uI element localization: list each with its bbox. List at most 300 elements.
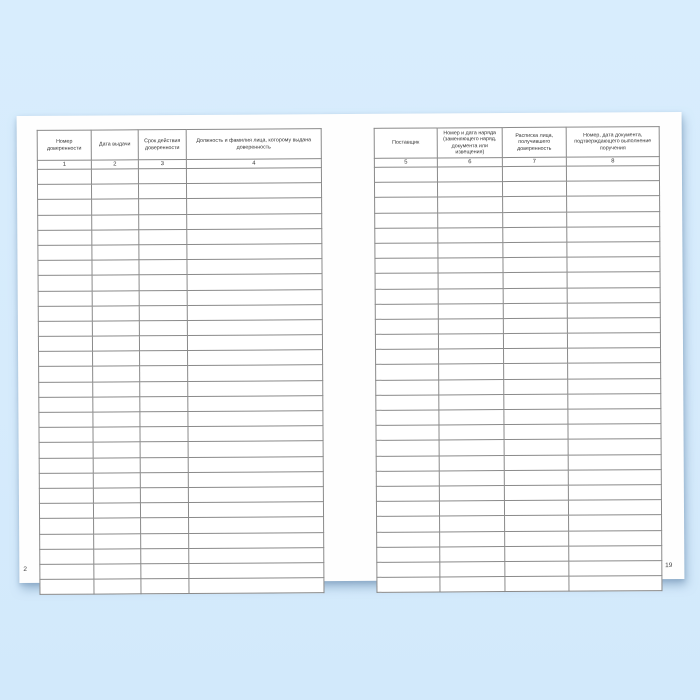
empty-cell <box>566 166 659 182</box>
empty-cell <box>92 275 139 290</box>
table-row <box>375 272 660 289</box>
empty-cell <box>377 531 440 547</box>
empty-cell <box>502 166 566 182</box>
empty-cell <box>440 577 505 593</box>
empty-cell <box>40 518 94 534</box>
page-number-right: 19 <box>665 562 673 570</box>
empty-cell <box>139 275 187 290</box>
table-row <box>40 532 324 549</box>
empty-cell <box>39 458 93 474</box>
empty-cell <box>140 351 188 366</box>
table-row <box>377 576 662 593</box>
empty-cell <box>92 336 139 351</box>
empty-cell <box>503 333 567 349</box>
empty-cell <box>188 395 323 411</box>
col-number: 6 <box>437 158 502 167</box>
right-page-table <box>374 126 663 593</box>
empty-cell <box>140 427 188 442</box>
empty-cell <box>568 500 661 516</box>
empty-cell <box>93 351 140 366</box>
table-row <box>376 424 661 441</box>
table-row <box>375 226 660 243</box>
empty-cell <box>567 196 660 212</box>
empty-cell <box>503 227 567 243</box>
empty-cell <box>568 393 661 409</box>
empty-cell <box>92 199 139 214</box>
col-number: 1 <box>37 160 91 169</box>
empty-cell <box>139 229 187 244</box>
empty-cell <box>189 563 324 579</box>
empty-cell <box>504 364 568 380</box>
table-row <box>376 439 661 456</box>
empty-cell <box>188 426 323 442</box>
table-row <box>39 411 323 428</box>
empty-cell <box>438 273 503 289</box>
empty-cell <box>503 272 567 288</box>
col-header-validity: Срок действия доверенности <box>138 129 186 159</box>
empty-cell <box>188 441 323 457</box>
empty-cell <box>569 576 662 592</box>
empty-cell <box>38 306 92 322</box>
empty-cell <box>139 244 187 259</box>
left-empty-rows <box>37 168 324 595</box>
empty-cell <box>377 577 440 593</box>
empty-cell <box>503 288 567 304</box>
empty-cell <box>569 560 662 576</box>
table-row <box>39 426 323 443</box>
table-row <box>376 485 661 502</box>
empty-cell <box>377 547 440 563</box>
empty-cell <box>375 304 438 320</box>
empty-cell <box>91 169 138 184</box>
empty-cell <box>437 167 502 183</box>
table-row <box>375 196 660 213</box>
empty-cell <box>188 380 323 396</box>
table-row <box>375 302 660 319</box>
empty-cell <box>93 473 140 488</box>
empty-cell <box>141 563 189 578</box>
empty-cell <box>375 288 438 304</box>
empty-cell <box>504 379 568 395</box>
table-row <box>38 289 322 306</box>
empty-cell <box>437 182 502 198</box>
left-header-row <box>37 129 321 161</box>
table-row <box>375 242 660 259</box>
empty-cell <box>187 228 322 244</box>
empty-cell <box>502 181 566 197</box>
empty-cell <box>375 334 438 350</box>
empty-cell <box>503 197 567 213</box>
empty-cell <box>140 396 188 411</box>
empty-cell <box>439 410 504 426</box>
empty-cell <box>93 503 140 518</box>
table-row <box>40 517 324 534</box>
table-row <box>38 335 322 352</box>
empty-cell <box>140 487 188 502</box>
empty-cell <box>377 516 440 532</box>
table-row <box>38 320 322 337</box>
col-header-order-number: Номер и дата наряда (заменяющего наряд, документа или извещения) <box>437 128 502 158</box>
empty-cell <box>39 473 93 489</box>
table-row <box>39 380 323 397</box>
empty-cell <box>505 576 569 592</box>
empty-cell <box>504 440 568 456</box>
empty-cell <box>39 351 93 367</box>
table-row <box>376 409 661 426</box>
empty-cell <box>139 305 187 320</box>
empty-cell <box>141 518 189 533</box>
table-row <box>375 211 660 228</box>
empty-cell <box>440 516 505 532</box>
empty-cell <box>187 289 322 305</box>
empty-cell <box>505 546 569 562</box>
empty-cell <box>189 547 324 563</box>
empty-cell <box>38 291 92 307</box>
empty-cell <box>138 168 186 183</box>
table-row <box>40 578 324 595</box>
col-number: 7 <box>502 157 566 166</box>
table-row <box>377 560 662 577</box>
empty-cell <box>140 366 188 381</box>
empty-cell <box>375 319 438 335</box>
table-row <box>376 378 661 395</box>
empty-cell <box>39 412 93 428</box>
empty-cell <box>38 336 92 352</box>
empty-cell <box>438 318 503 334</box>
empty-cell <box>186 183 321 199</box>
empty-cell <box>375 273 438 289</box>
empty-cell <box>374 167 437 183</box>
empty-cell <box>438 288 503 304</box>
table-row <box>374 181 659 198</box>
table-row <box>40 563 324 580</box>
table-row <box>377 515 662 532</box>
empty-cell <box>40 564 94 580</box>
empty-cell <box>567 272 660 288</box>
empty-cell <box>376 364 439 380</box>
empty-cell <box>567 317 660 333</box>
empty-cell <box>439 440 504 456</box>
empty-cell <box>92 245 139 260</box>
empty-cell <box>187 259 322 275</box>
empty-cell <box>40 534 94 550</box>
table-row <box>377 545 662 562</box>
table-row <box>38 244 322 261</box>
empty-cell <box>504 500 568 516</box>
empty-cell <box>504 470 568 486</box>
empty-cell <box>39 427 93 443</box>
empty-cell <box>38 260 92 276</box>
empty-cell <box>39 397 93 413</box>
empty-cell <box>38 321 92 337</box>
col-header-person: Должность и фамилия лица, которому выдана доверенность <box>186 129 321 160</box>
table-row <box>39 395 323 412</box>
empty-cell <box>189 517 324 533</box>
empty-cell <box>439 379 504 395</box>
table-row <box>37 183 321 200</box>
empty-cell <box>504 394 568 410</box>
empty-cell <box>504 348 568 364</box>
empty-cell <box>93 381 140 396</box>
empty-cell <box>93 442 140 457</box>
empty-cell <box>92 305 139 320</box>
empty-cell <box>92 290 139 305</box>
empty-cell <box>439 486 504 502</box>
empty-cell <box>37 184 91 200</box>
empty-cell <box>376 471 439 487</box>
empty-cell <box>139 199 187 214</box>
empty-cell <box>94 533 141 548</box>
empty-cell <box>504 485 568 501</box>
empty-cell <box>503 242 567 258</box>
table-row <box>38 228 322 245</box>
empty-cell <box>92 321 139 336</box>
empty-cell <box>438 334 503 350</box>
col-number: 4 <box>186 159 321 169</box>
empty-cell <box>188 350 323 366</box>
empty-cell <box>375 213 438 229</box>
empty-cell <box>140 503 188 518</box>
empty-cell <box>94 564 141 579</box>
empty-cell <box>375 243 438 259</box>
empty-cell <box>94 579 141 594</box>
empty-cell <box>138 184 186 199</box>
table-row <box>375 257 660 274</box>
empty-cell <box>439 349 504 365</box>
empty-cell <box>569 545 662 561</box>
empty-cell <box>567 257 660 273</box>
table-row <box>376 348 661 365</box>
empty-cell <box>38 199 92 215</box>
table-row <box>38 198 322 215</box>
empty-cell <box>505 531 569 547</box>
empty-cell <box>568 454 661 470</box>
empty-cell <box>188 471 323 487</box>
empty-cell <box>187 244 322 260</box>
empty-cell <box>187 320 322 336</box>
col-header-receipt: Расписка лица, получившего доверенность <box>502 127 566 157</box>
empty-cell <box>567 226 660 242</box>
empty-cell <box>139 320 187 335</box>
left-page-table <box>37 128 325 595</box>
empty-cell <box>139 214 187 229</box>
empty-cell <box>376 410 439 426</box>
empty-cell <box>376 456 439 472</box>
empty-cell <box>140 442 188 457</box>
table-row <box>39 471 323 488</box>
empty-cell <box>189 532 324 548</box>
empty-cell <box>140 411 188 426</box>
empty-cell <box>503 318 567 334</box>
empty-cell <box>189 578 324 594</box>
empty-cell <box>188 365 323 381</box>
empty-cell <box>188 487 323 503</box>
empty-cell <box>503 303 567 319</box>
empty-cell <box>503 212 567 228</box>
empty-cell <box>438 258 503 274</box>
empty-cell <box>567 211 660 227</box>
empty-cell <box>569 530 662 546</box>
table-row <box>39 502 323 519</box>
empty-cell <box>39 503 93 519</box>
empty-cell <box>439 394 504 410</box>
empty-cell <box>505 561 569 577</box>
empty-cell <box>140 457 188 472</box>
table-row <box>377 530 662 547</box>
empty-cell <box>567 333 660 349</box>
empty-cell <box>188 456 323 472</box>
empty-cell <box>569 515 662 531</box>
page-number-left: 2 <box>23 565 27 574</box>
empty-cell <box>377 562 440 578</box>
empty-cell <box>139 290 187 305</box>
empty-cell <box>568 348 661 364</box>
empty-cell <box>39 442 93 458</box>
table-row <box>376 454 661 471</box>
empty-cell <box>40 549 94 565</box>
empty-cell <box>438 227 503 243</box>
empty-cell <box>93 412 140 427</box>
table-row <box>38 274 322 291</box>
col-header-supplier: Поставщик <box>374 128 437 158</box>
empty-cell <box>504 455 568 471</box>
empty-cell <box>376 425 439 441</box>
empty-cell <box>440 561 505 577</box>
col-header-doc-number: Номер доверенности <box>37 130 91 160</box>
empty-cell <box>438 243 503 259</box>
empty-cell <box>91 184 138 199</box>
empty-cell <box>140 381 188 396</box>
empty-cell <box>140 472 188 487</box>
empty-cell <box>440 531 505 547</box>
empty-cell <box>439 364 504 380</box>
empty-cell <box>376 501 439 517</box>
empty-cell <box>187 304 322 320</box>
table-row <box>39 487 323 504</box>
empty-cell <box>186 168 321 184</box>
empty-cell <box>93 457 140 472</box>
empty-cell <box>141 548 189 563</box>
empty-cell <box>567 287 660 303</box>
col-header-issue-date: Дата выдачи <box>91 130 138 160</box>
table-row <box>38 304 322 321</box>
table-row <box>374 166 659 183</box>
empty-cell <box>188 502 323 518</box>
right-header-row <box>374 127 659 159</box>
empty-cell <box>92 230 139 245</box>
empty-cell <box>438 197 503 213</box>
empty-cell <box>374 182 437 198</box>
empty-cell <box>92 214 139 229</box>
empty-cell <box>438 303 503 319</box>
table-row <box>40 547 324 564</box>
table-row <box>375 287 660 304</box>
col-number: 2 <box>91 160 138 169</box>
empty-cell <box>38 245 92 261</box>
empty-cell <box>187 274 322 290</box>
empty-cell <box>38 230 92 246</box>
empty-cell <box>92 260 139 275</box>
empty-cell <box>187 198 322 214</box>
col-number: 3 <box>138 159 186 168</box>
right-empty-rows <box>374 166 662 593</box>
empty-cell <box>38 275 92 291</box>
empty-cell <box>376 349 439 365</box>
empty-cell <box>93 397 140 412</box>
table-row <box>39 441 323 458</box>
empty-cell <box>568 378 661 394</box>
empty-cell <box>567 242 660 258</box>
empty-cell <box>568 424 661 440</box>
col-number: 5 <box>374 158 437 167</box>
empty-cell <box>37 169 91 185</box>
empty-cell <box>568 485 661 501</box>
empty-cell <box>94 548 141 563</box>
empty-cell <box>504 424 568 440</box>
empty-cell <box>93 488 140 503</box>
empty-cell <box>40 579 94 595</box>
empty-cell <box>439 470 504 486</box>
table-row <box>39 350 323 367</box>
empty-cell <box>567 302 660 318</box>
table-row <box>375 333 660 350</box>
empty-cell <box>568 469 661 485</box>
empty-cell <box>439 501 504 517</box>
journal-spread-sheet <box>17 112 685 583</box>
table-row <box>38 213 322 230</box>
empty-cell <box>438 212 503 228</box>
empty-cell <box>505 515 569 531</box>
empty-cell <box>568 439 661 455</box>
empty-cell <box>38 215 92 231</box>
empty-cell <box>39 367 93 383</box>
table-row <box>375 317 660 334</box>
col-number: 8 <box>566 157 659 167</box>
empty-cell <box>376 440 439 456</box>
empty-cell <box>503 257 567 273</box>
table-row <box>376 363 661 380</box>
empty-cell <box>94 518 141 533</box>
col-header-confirming-doc: Номер, дата документа, подтверждающего выполнение поручения <box>566 127 659 158</box>
empty-cell <box>439 425 504 441</box>
empty-cell <box>141 533 189 548</box>
table-row <box>376 469 661 486</box>
empty-cell <box>93 366 140 381</box>
empty-cell <box>439 455 504 471</box>
empty-cell <box>39 488 93 504</box>
empty-cell <box>39 382 93 398</box>
empty-cell <box>93 427 140 442</box>
empty-cell <box>376 486 439 502</box>
empty-cell <box>139 260 187 275</box>
empty-cell <box>568 363 661 379</box>
table-row <box>376 393 661 410</box>
empty-cell <box>440 546 505 562</box>
empty-cell <box>376 395 439 411</box>
empty-cell <box>375 258 438 274</box>
empty-cell <box>139 336 187 351</box>
table-row <box>39 456 323 473</box>
empty-cell <box>376 380 439 396</box>
empty-cell <box>188 411 323 427</box>
empty-cell <box>504 409 568 425</box>
empty-cell <box>187 213 322 229</box>
empty-cell <box>566 181 659 197</box>
empty-cell <box>568 409 661 425</box>
empty-cell <box>375 197 438 213</box>
empty-cell <box>375 228 438 244</box>
table-row <box>37 168 321 185</box>
